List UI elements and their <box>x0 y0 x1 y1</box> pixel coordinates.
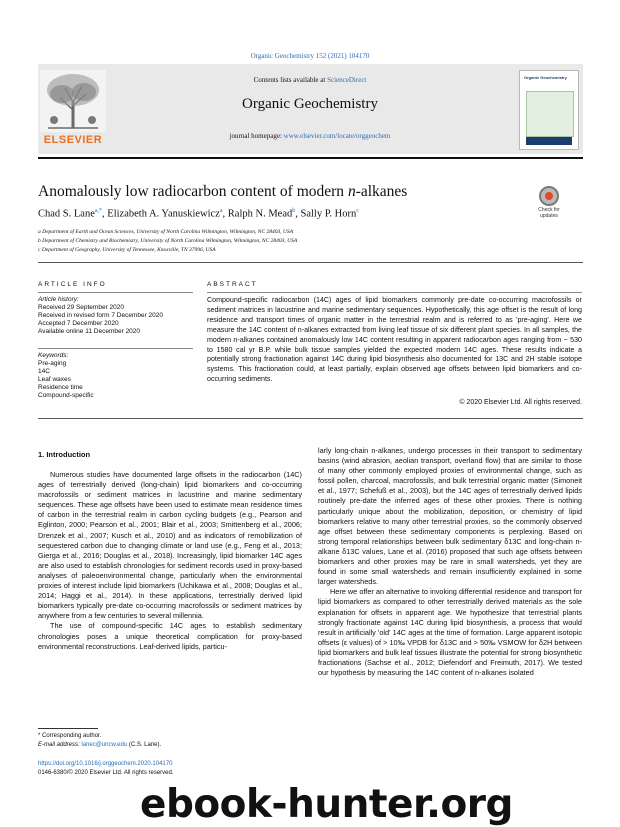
affiliation-c: c Department of Geography, University of Tennessee, Knoxville, TN 37996, USA <box>38 247 216 253</box>
cover-journal-title: Organic Geochemistry <box>524 75 567 80</box>
title-italic: n <box>347 183 356 200</box>
history-accepted: Accepted 7 December 2020 <box>38 320 119 327</box>
email-link[interactable]: lanec@uncw.edu <box>81 742 128 748</box>
publisher-logo-text: ELSEVIER <box>43 134 103 146</box>
section-heading-introduction: 1. Introduction <box>38 450 91 459</box>
affiliation-b: b Department of Chemistry and Biochemistry, University of North Carolina Wilmington, Wilmington, NC 28403, USA <box>38 238 298 244</box>
check-for-updates-badge[interactable] <box>524 186 574 222</box>
email-label: E-mail address: <box>38 742 82 748</box>
journal-citation[interactable]: Organic Geochemistry 152 (2021) 104170 <box>250 52 370 60</box>
keywords-label: Keywords: <box>38 352 69 359</box>
issn-copyright: 0146-6380/© 2020 Elsevier Ltd. All rights reserved. <box>38 770 174 776</box>
journal-cover-thumbnail[interactable] <box>519 70 579 150</box>
header-rule <box>38 157 583 159</box>
author-name[interactable]: Chad S. Lane <box>38 208 95 220</box>
homepage-prefix: journal homepage: <box>229 132 284 140</box>
homepage-link[interactable]: www.elsevier.com/locate/orggeochem <box>283 132 391 140</box>
watermark-text: ebook-hunter.org <box>140 782 513 827</box>
crossmark-icon <box>539 186 559 206</box>
affiliation-a: a Department of Earth and Ocean Sciences, University of North Carolina Wilmington, Wilmington, NC 28403, USA <box>38 229 294 235</box>
author-affiliation-marker[interactable]: a,* <box>94 208 103 214</box>
article-history <box>38 296 198 336</box>
article-info-rule <box>38 292 193 293</box>
contents-availability <box>120 76 500 84</box>
abstract-bottom-rule <box>38 418 583 419</box>
abstract-copyright: © 2020 Elsevier Ltd. All rights reserved. <box>459 399 582 406</box>
keyword: Pre-aging <box>38 360 67 367</box>
keyword: Residence time <box>38 384 83 391</box>
title-prefix: Anomalously low radiocarbon content of modern <box>38 183 348 200</box>
title-suffix: -alkanes <box>355 183 408 200</box>
sciencedirect-link[interactable]: ScienceDirect <box>327 76 367 84</box>
keywords-rule <box>38 348 193 349</box>
abstract-text: Compound-specific radiocarbon (14C) ages of lipid biomarkers commonly pre-date co-occurring macrofossils or sediment matrices in lacustrine and marine sedimentary sequences. Hypothetically, this age offset is the result of long residence and transport times of organic matter in the terrestrial realm and is referred to as 'pre-aging'. Here we measure the 14C content of n-alkanes extracted from living leaf tissue of six different plant species. In all samples, the modern n-alkanes contained anomalously low 14C content resulting in apparent radiocarbon ages ranging from ~ 530 to 1580 cal yr B.P. while bulk tissue samples yielded the expected modern 14C ages. These results indicate a potentially strong fractionation against 14C during lipid biosynthesis also documented for 13C and 2H stable isotope systems. This fractionation could, at least partially, explain observed age offsets between lipid biomarkers and co-occurring sediments. <box>207 296 582 384</box>
author-affiliation-marker[interactable]: a <box>219 208 223 214</box>
footnote-corresponding: * Corresponding author. <box>38 733 102 739</box>
history-revised: Received in revised form 7 December 2020 <box>38 312 164 319</box>
keyword: Compound-specific <box>38 392 94 399</box>
keywords-block <box>38 352 198 400</box>
keyword: Leaf waxes <box>38 376 71 383</box>
abstract-rule <box>207 292 582 293</box>
body-paragraph: The use of compound-specific 14C ages to establish sedimentary chronologies poses a unique theoretical complication for proxy-based environmental reconstructions. Leaf-derived lipids, particu- <box>38 621 302 651</box>
affiliation-rule <box>38 262 583 263</box>
body-paragraph: larly long-chain n-alkanes, undergo processes in their transport to sedimentary basins (wind abrasion, aeolian transport, overland flow) that are similar to those of many other commonly employed proxies of environmental change, such as fossil pollen, charcoal, macrofossils, and bulk terrestrial organic matter (Simoneit et al., 1977; Schefuß et al., 2003), but the 14C ages of terrestrially derived lipids routinely pre-date the inferred ages of these other proxies. There is nothing particularly unique about the mobilization, deposition, or chemistry of lipid biomarkers relative to many other terrestrial proxies, so the commonly observed age offset between these sedimentary components is perplexing. Based on strong temporal relationships between bulk sedimentary δ13C and long-chain n-alkane δ13C values, Lane et al. (2016) proposed that such age offsets between biomarkers and other proxies may be rare in small watersheds, yet they are found in some small watersheds and remain insufficiently explained in some larger watersheds. <box>318 446 582 587</box>
author-list: Chad S. Lane$^{a,*}$, Elizabeth A. Yanuskiewicz$^a$, Ralph N. Mead$^b$, Sally P. Horn$^c$ <box>38 208 359 220</box>
body-right-column <box>318 446 582 678</box>
author-name[interactable]: Sally P. Horn <box>300 208 357 220</box>
check-updates-label: Check for updates <box>538 207 560 219</box>
author-name[interactable]: Ralph N. Mead <box>227 208 293 220</box>
keyword: 14C <box>38 368 50 375</box>
history-online: Available online 11 December 2020 <box>38 328 141 335</box>
footnote-email <box>38 741 303 749</box>
cover-footer-band <box>526 137 572 145</box>
article-title <box>38 183 508 201</box>
journal-title: Organic Geochemistry <box>242 96 378 112</box>
history-received: Received 29 September 2020 <box>38 304 125 311</box>
contents-prefix: Contents lists available at <box>253 76 328 84</box>
body-left-column <box>38 470 302 652</box>
author-name[interactable]: Elizabeth A. Yanuskiewicz <box>107 208 220 220</box>
body-paragraph: Numerous studies have documented large offsets in the radiocarbon (14C) ages of terrestrially derived (long-chain) lipid biomarkers and co-occurring macrofossils or sediment matrices in lacustrine and marine sedimentary sequences. These age offsets have been used to estimate mean residence times of carbon in the terrestrial realm in carbon cycling budgets (e.g., Pearson and Eglinton, 2000; Pearson et al., 2001; Blair et al., 2003; Smittenberg et al., 2006; Drenzek et al., 2007; Kusch et al., 2010) and as indicators of remobilization of sequestered carbon due to changing climate or land use (e.g., Feng et al., 2013; Gierga et al., 2016; Douglas et al., 2018). Increasingly, lipid biomarker 14C ages are also used to establish chronologies for sediment records used in proxy-based analyses of paleoenvironmental change, particularly when the environmental proxies of interest include lipid biomarkers (Uchikawa et al., 2008; Douglas et al., 2014; Haggi et al., 2014). In these applications, terrestrially derived lipid biomarkers typically pre-date co-occurring macrofossils or sediment matrices by anywhere from a few centuries to several millennia. <box>38 470 302 621</box>
email-suffix: (C.S. Lane). <box>127 742 162 748</box>
journal-homepage <box>120 132 500 140</box>
doi-link[interactable]: https://doi.org/10.1016/j.orggeochem.2020.104170 <box>38 761 173 767</box>
footnote-rule <box>38 728 98 729</box>
abstract-heading: ABSTRACT <box>207 281 258 288</box>
author-affiliation-marker[interactable]: b <box>292 208 296 214</box>
body-paragraph: Here we offer an alternative to invoking differential residence and transport for lipid biomarkers as compared to other terrestrially derived materials as the sole explanation for offsets in apparent age. We hypothesize that terrestrial plants strongly fractionate against 14C during lipid biosynthesis, a process that would result in artificially 'old' 14C ages at the time of formation. Large apparent isotopic offsets (ε values) of > 10‰ VPDB for δ13C and > 50‰ VSMOW for δ2H between lipid biomarkers and bulk leaf tissues illustrate the potential for strong biosynthetic fractionations (Sachse et al., 2012; Diefendorf and Freimuth, 2017). We tested our hypothesis by measuring the 14C content of n-alkanes isolated <box>318 587 582 678</box>
history-label: Article history: <box>38 296 79 303</box>
article-info-heading: ARTICLE INFO <box>38 281 107 288</box>
author-affiliation-marker[interactable]: c <box>356 208 359 214</box>
cover-artwork <box>526 91 574 137</box>
